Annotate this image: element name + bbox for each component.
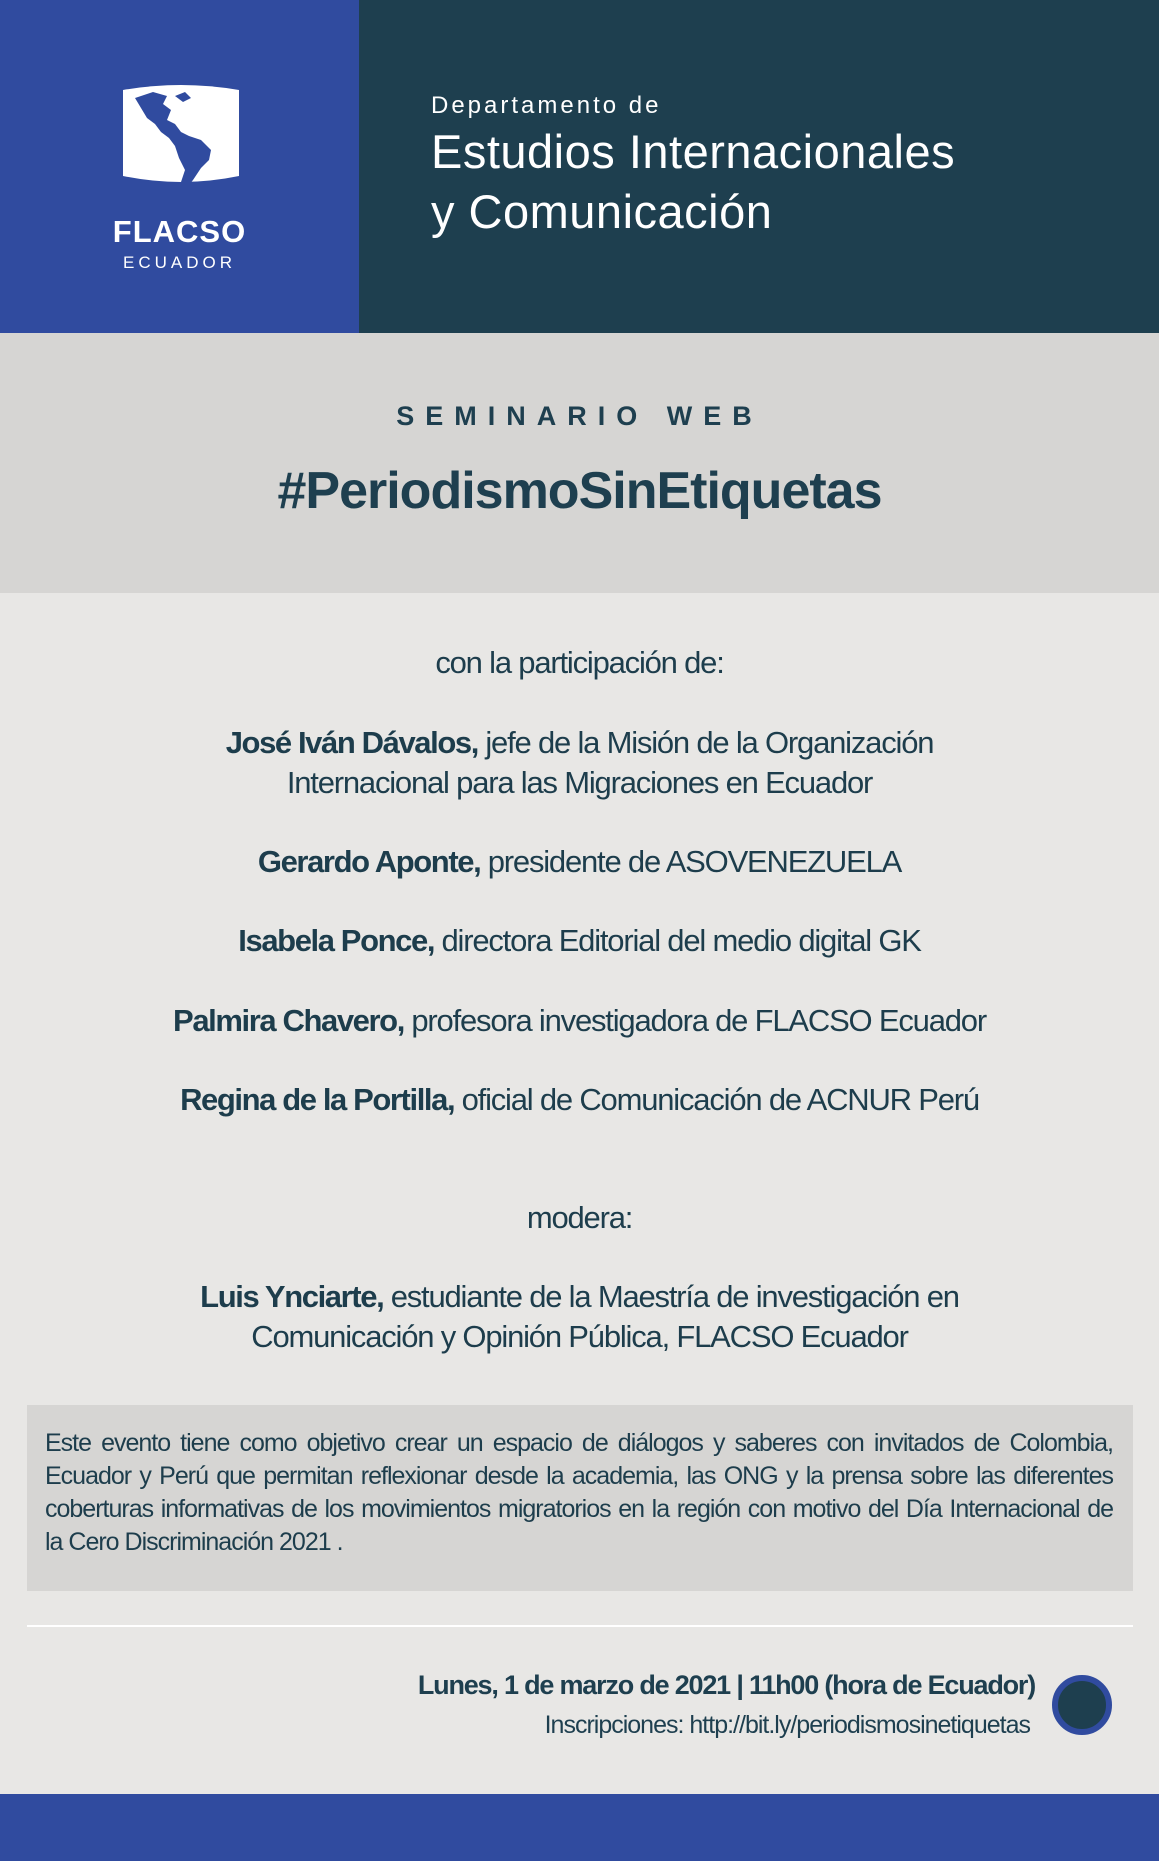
divider [27, 1625, 1133, 1627]
event-time: 11h00 (hora de Ecuador) [749, 1670, 1035, 1700]
participant-4 [40, 1001, 1119, 1041]
participant-name: Regina de la Portilla, [180, 1082, 455, 1117]
participant-name: José Iván Dávalos, [225, 725, 478, 760]
event-date-time [418, 1670, 1035, 1701]
header [0, 0, 1159, 333]
event-hashtag-title: #PeriodismoSinEtiquetas [277, 462, 882, 520]
bottom-bar [0, 1794, 1159, 1861]
registration [545, 1711, 1030, 1740]
event-date: Lunes, 1 de marzo de 2021 [417, 1670, 731, 1700]
participant-5 [40, 1080, 1119, 1120]
moderator-name: Luis Ynciarte, [200, 1279, 384, 1314]
participant-name: Isabela Ponce, [238, 923, 435, 958]
event-description: Este evento tiene como objetivo crear un espacio de diálogos y saberes con invitados de Colombia, Ecuador y Perú que permitan reflexionar desde la academia, las ONG y la prensa sobre las diferentes coberturas informativas de los movimientos migratorios en la región con motivo del Día Internacional de la Cero Discriminación 2021 . [45, 1429, 1113, 1556]
department-title [431, 122, 955, 242]
registration-label: Inscripciones: [544, 1711, 684, 1739]
circle-icon [1052, 1675, 1112, 1735]
logo-name: FLACSO [112, 214, 247, 249]
participant-2 [40, 842, 1119, 882]
participation-intro: con la participación de: [435, 645, 724, 680]
registration-link[interactable]: http://bit.ly/periodismosinetiquetas [689, 1711, 1030, 1739]
moderator [40, 1277, 1119, 1317]
participant-role: directora Editorial del medio digital GK [441, 923, 921, 958]
department-title-line-1: Estudios Internacionales [431, 125, 956, 178]
participant-role: profesora investigadora de FLACSO Ecuador [411, 1003, 986, 1038]
participant-role: presidente de ASOVENEZUELA [487, 844, 902, 879]
title-band [0, 333, 1159, 593]
participant-name: Gerardo Aponte, [257, 844, 481, 879]
date-time-separator: | [736, 1670, 743, 1700]
department-prefix: Departamento de [431, 92, 662, 119]
participant-1-role-cont: Internacional para las Migraciones en Ecuador [286, 765, 873, 800]
americas-map-icon [119, 84, 243, 198]
seminar-overline: SEMINARIO WEB [396, 401, 763, 431]
participant-name: Palmira Chavero, [173, 1003, 404, 1038]
department-block [359, 0, 1159, 333]
logo-country: ECUADOR [122, 253, 236, 272]
moderator-role: estudiante de la Maestría de investigación en [390, 1279, 959, 1314]
participant-role: jefe de la Misión de la Organización [485, 725, 934, 760]
moderator-intro: modera: [526, 1200, 633, 1235]
flacso-logo [0, 0, 359, 333]
participant-3 [40, 921, 1119, 961]
department-title-line-2: y Comunicación [431, 185, 773, 238]
participant-1 [40, 723, 1119, 763]
moderator-role-cont: Comunicación y Opinión Pública, FLACSO Ecuador [251, 1319, 908, 1354]
description-box [27, 1405, 1133, 1591]
participant-role: oficial de Comunicación de ACNUR Perú [461, 1082, 979, 1117]
